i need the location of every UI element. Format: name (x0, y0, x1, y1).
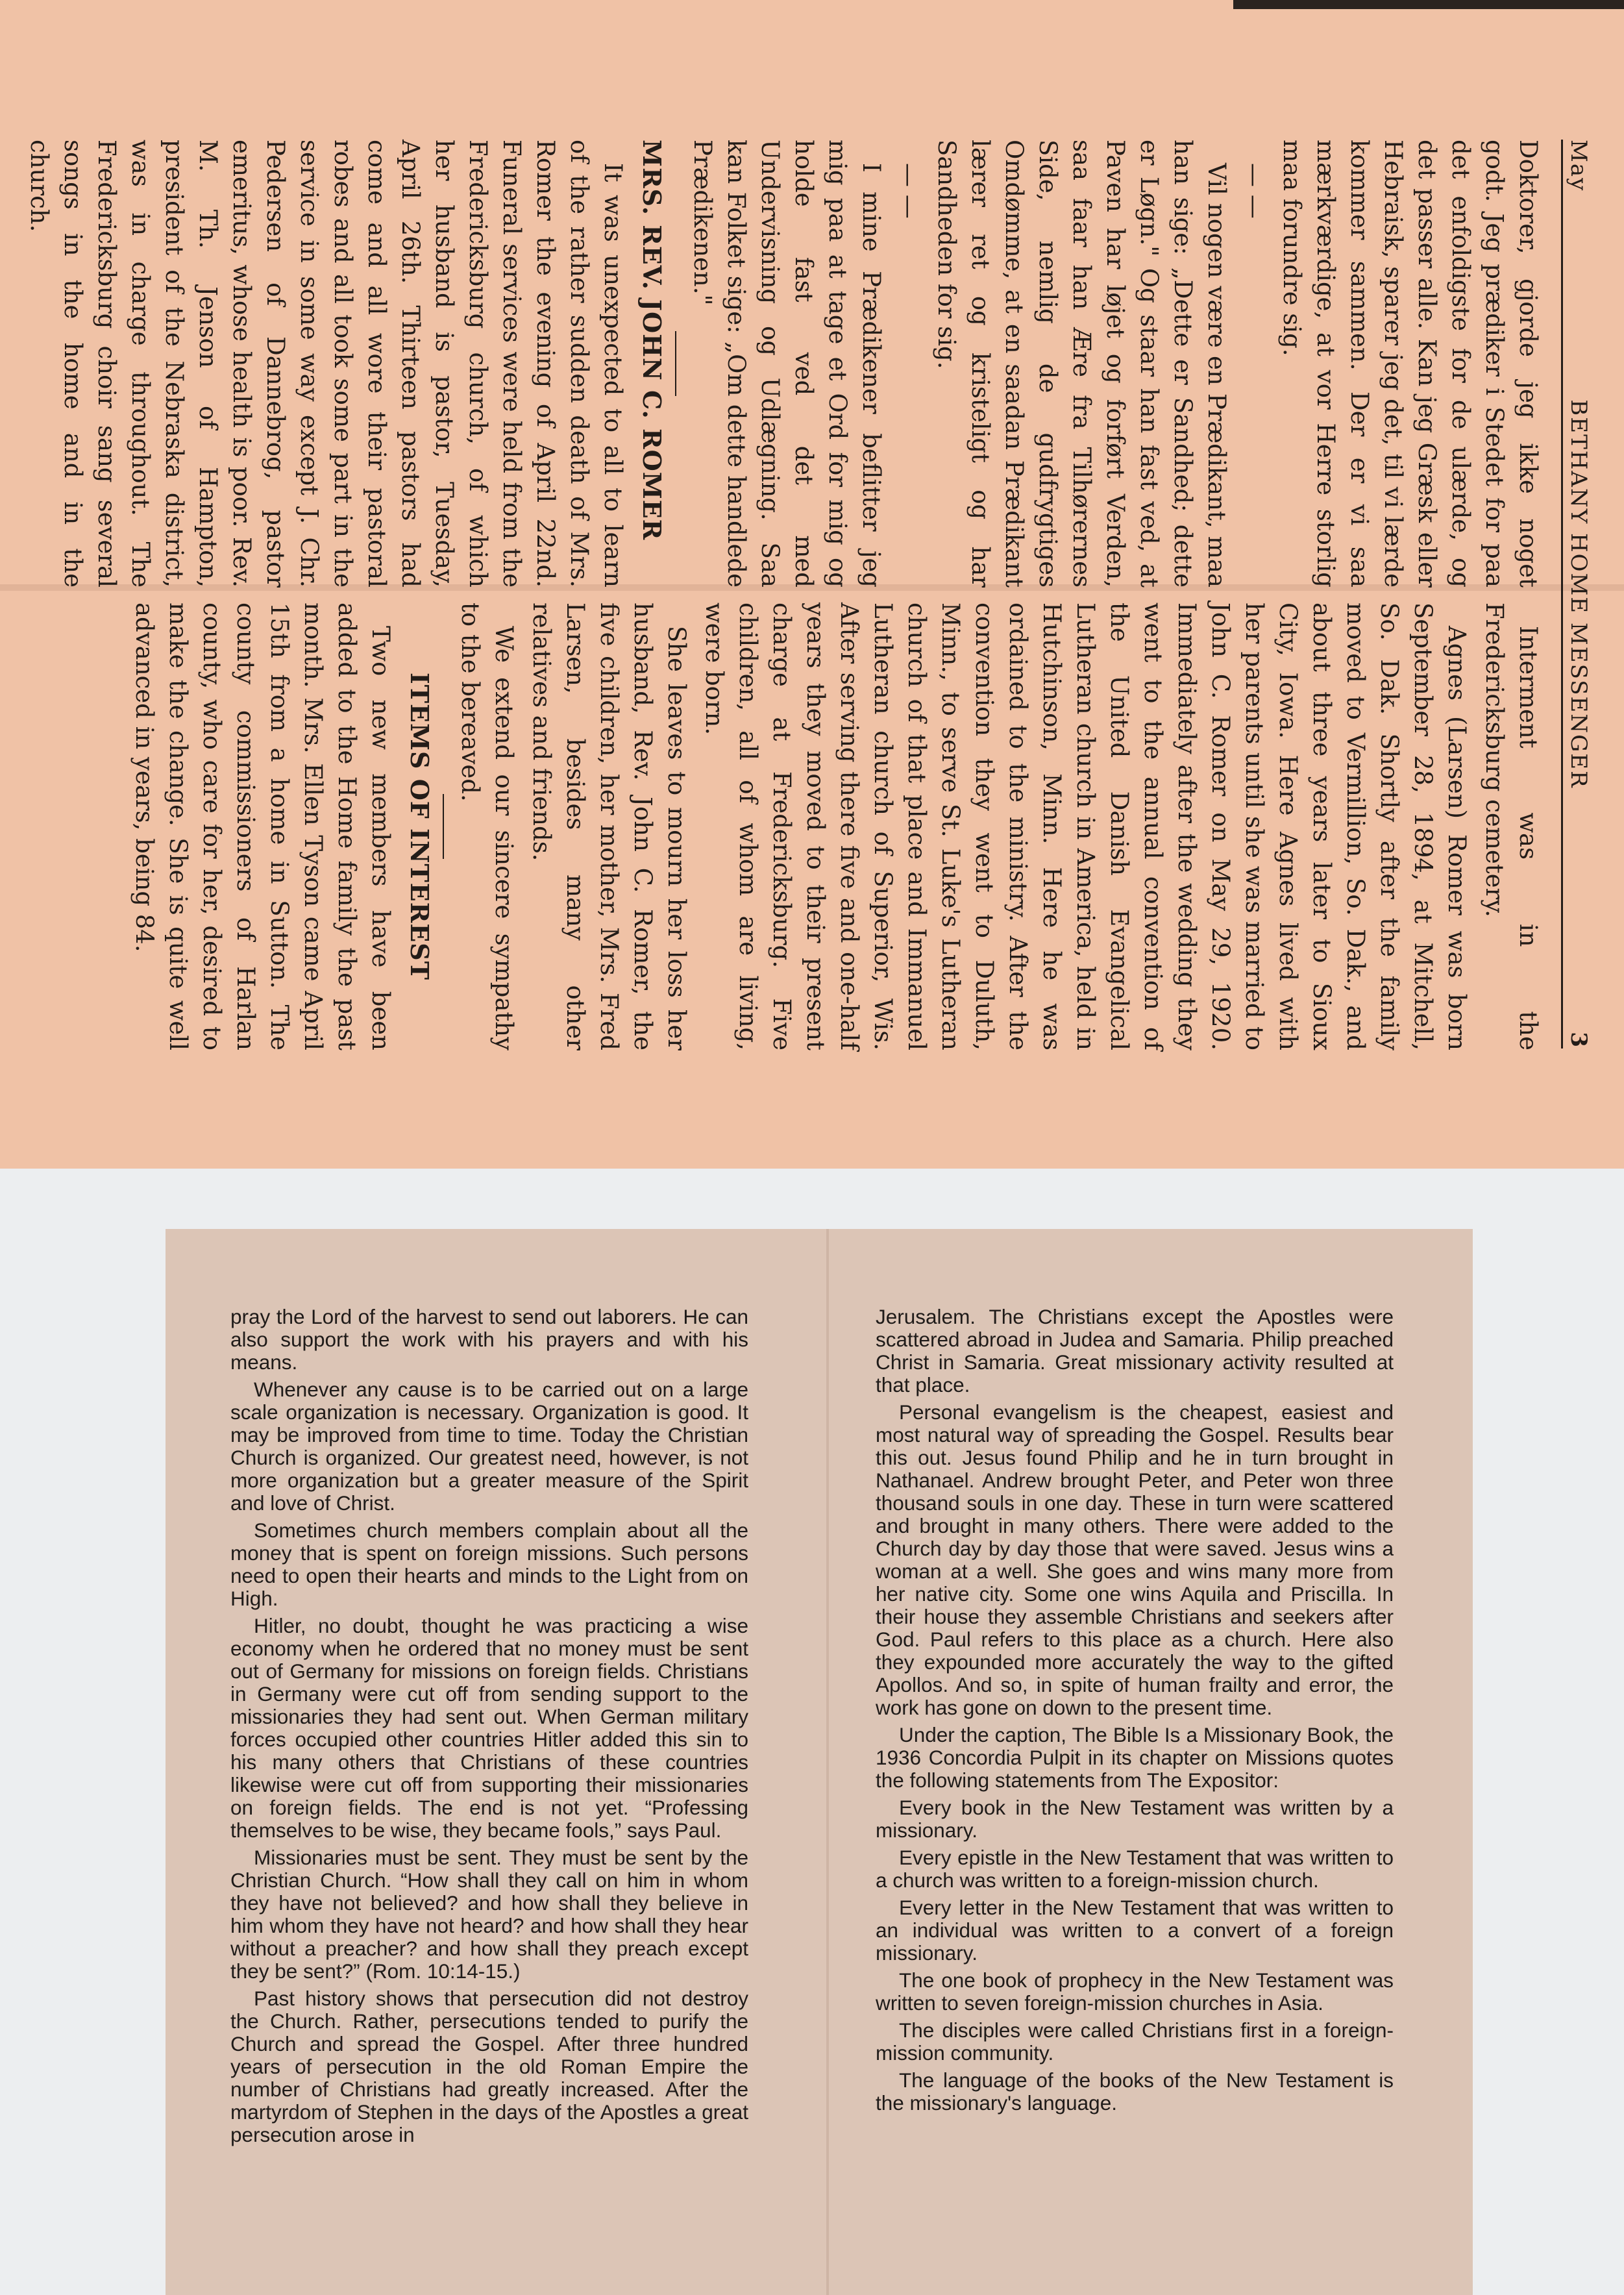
tract-paragraph: Every epistle in the New Testament that was written to a church was written to a foreign-mission church. (876, 1846, 1394, 1892)
header-page-number: 3 (1566, 1032, 1592, 1048)
danish-paragraph: Vil nogen være en Prædikant, maa han sige: „Dette er Sandhed; dette er Løgn." Og staar han fast ved, at Paven har løjet og forført Verden, saa faar han Ære fra Tilhørernes Side, nemlig de gudfrygtiges Omdømme, at en saadan Prædikant lærer ret og kristeligt og har Sandheden for sig. (933, 140, 1231, 588)
tract-paragraph: Jerusalem. The Christians except the Apostles were scattered abroad in Judea and Samaria. Philip preached Christ in Samaria. Great missionary activity resulted at that place. (876, 1305, 1394, 1396)
obituary-paragraph: Agnes (Larsen) Romer was born September 28, 1894, at Mitchell, So. Dak. Shortly after the family moved to Vermillion, So. Dak., and about three years later to Sioux City, Iowa. Here Agnes lived with her parents until she was married to John C. Romer on May 29, 1920. Immediately after the wedding they went to the annual convention of the United Danish Evangelical Lutheran church in America, held in Hutchinson, Minn. Here he was ordained to the ministry. After the convention they went to Duluth, Minn., to serve St. Luke's Lutheran church of that place and Immanuel Lutheran church of Superior, Wis. After serving there five and one-half years they moved to their present charge at Fredericksburg. Five children, all of whom are living, were born. (700, 602, 1471, 1050)
tract-paragraph: The disciples were called Christians first in a foreign-mission community. (876, 2018, 1394, 2065)
tract-paragraph: pray the Lord of the harvest to send out laborers. He can also support the work with his prayers and with his means. (230, 1305, 748, 1374)
obituary-paragraph: Interment was in the Fredericksburg cemetery. (1481, 602, 1542, 1050)
obituary-paragraph: We extend our sincere sympathy to the bereaved. (456, 602, 518, 1050)
section-dash: — — (895, 163, 923, 219)
tract-paragraph: Every letter in the New Testament that was written to an individual was written to a convert of a foreign missionary. (876, 1896, 1394, 1965)
tract-paragraph: Sometimes church members complain about all the money that is spent on foreign missions. Such persons need to open their hearts and minds to the Light from on High. (230, 1519, 748, 1610)
tract-paragraph: Personal evangelism is the cheapest, easiest and most natural way of spreading the Gospel. Results bear this out. Jesus found Philip and he in turn brought in Nathanael. Andrew brought Peter, and Peter won three thousand souls in one day. These in turn were scattered and brought in many others. There were added to the Church day by day those that were saved. Jesus wins a woman at a well. She goes and wins many more from her native city. Some one wins Aquila and Priscilla. In their house they assemble Christians and seekers after God. Paul refers to this place as a church. Here also they expounded more accurately the way to the gifted Apollos. And so, in spite of human frailty and error, the work has gone on down to the present time. (876, 1400, 1394, 1719)
tract-left-column (230, 1306, 748, 2151)
items-of-interest-heading: ITEMS OF INTEREST (405, 672, 434, 981)
tract-page (166, 1229, 1473, 2295)
page-fold-line (826, 1229, 829, 2295)
items-paragraph: Two new members have been added to the Home family the past month. Mrs. Ellen Tyson came April 15th from a home in Sutton. The county commissioners of Harlan county, who care for her, desired to make the change. She is quite well advanced in years, being 84. (130, 602, 395, 1050)
divider-rule (443, 794, 444, 859)
tract-paragraph: Every book in the New Testament was written by a missionary. (876, 1796, 1394, 1842)
tract-paragraph: The one book of prophecy in the New Testament was written to seven foreign-mission churches in Asia. (876, 1968, 1394, 2015)
tract-paragraph: Whenever any cause is to be carried out on a large scale organization is necessary. Organization is good. It may be improved from time to time. Today the Christian Church is organized. Our greatest need, however, is not more organization but a greater measure of the Spirit and love of Christ. (230, 1378, 748, 1515)
obituary-heading: MRS. REV. JOHN C. ROMER (637, 140, 667, 541)
tract-paragraph: Hitler, no doubt, thought he was practicing a wise economy when he ordered that no money must be sent out of Germany for missions on foreign fields. Christians in Germany were cut off from sending support to the missionaries they had sent out. When German military forces occupied other countries Hitler added this sin to his many others that Christians of these countries likewise were cut off from supporting their missionaries on foreign fields. The end is not yet. “Professing themselves to be wise, they became fools,” says Paul. (230, 1614, 748, 1842)
tract-paragraph: Missionaries must be sent. They must be sent by the Christian Church. “How shall they call on him in whom they have not believed? and how shall they believe in him whom they have not heard? and how shall they hear without a preacher? and how shall they preach except they be sent?” (Rom. 10:14-15.) (230, 1846, 748, 1983)
header-publication: BETHANY HOME MESSENGER (1566, 399, 1592, 789)
obituary-paragraph: She leaves to mourn her loss her husband, Rev. John C. Romer, the five children, her mother, Mrs. Fred Larsen, besides many other relatives and friends. (528, 602, 691, 1050)
obituary-paragraph: It was unexpected to all to learn of the rather sudden death of Mrs. Romer the evening of April 22nd. Funeral services were held from the Fredericksburg church, of which her husband is pastor, Tuesday, April 26th. Thirteen pastors had come and all wore their pastoral robes and all took some part in the service in some way except J. Chr. Pedersen of Dannebrog, pastor emeritus, whose health is poor. Rev. M. Th. Jenson of Hampton, president of the Nebraska district, was in charge throughout. The Fredericksburg choir sang several songs in the home and in the church. (25, 140, 627, 588)
top-column-2 (123, 602, 1545, 1050)
tract-paragraph: Past history shows that persecution did not destroy the Church. Rather, persecutions tended to purify the Church and spread the Gospel. After three hundred years of persecution in the old Roman Empire the number of Christians had greatly increased. After the martyrdom of Stephen in the days of the Apostles a great persecution arose in (230, 1987, 748, 2146)
running-header (1561, 140, 1592, 1048)
tract-paragraph: Under the caption, The Bible Is a Missionary Book, the 1936 Concordia Pulpit in its chapter on Missions quotes the following statements from The Expositor: (876, 1723, 1394, 1792)
section-dash: — — (1240, 163, 1268, 219)
tract-right-column (876, 1306, 1394, 2119)
divider-rule (675, 331, 676, 396)
header-month: May (1566, 140, 1592, 192)
danish-paragraph: I mine Prædikener beflitter jeg mig paa at tage et Ord for mig og holde fast ved det med Undervisning og Udlægning. Saa kan Folket sige: „Om dette handlede Prædikenen." (689, 140, 885, 588)
tract-paragraph: The language of the books of the New Testament is the missionary's language. (876, 2068, 1394, 2115)
top-column-1 (18, 140, 1545, 588)
danish-intro-paragraph: Doktorer, gjorde jeg ikke noget godt. Jeg prædiker i Stedet for paa det enfoldigste for de ulærde, og det passer alle. Kan jeg Græsk eller Hebraisk, sparer jeg det, til vi lærde kommer sammen. Der er vi saa mærkværdige, at vor Herre storlig maa forundre sig. (1278, 140, 1542, 588)
